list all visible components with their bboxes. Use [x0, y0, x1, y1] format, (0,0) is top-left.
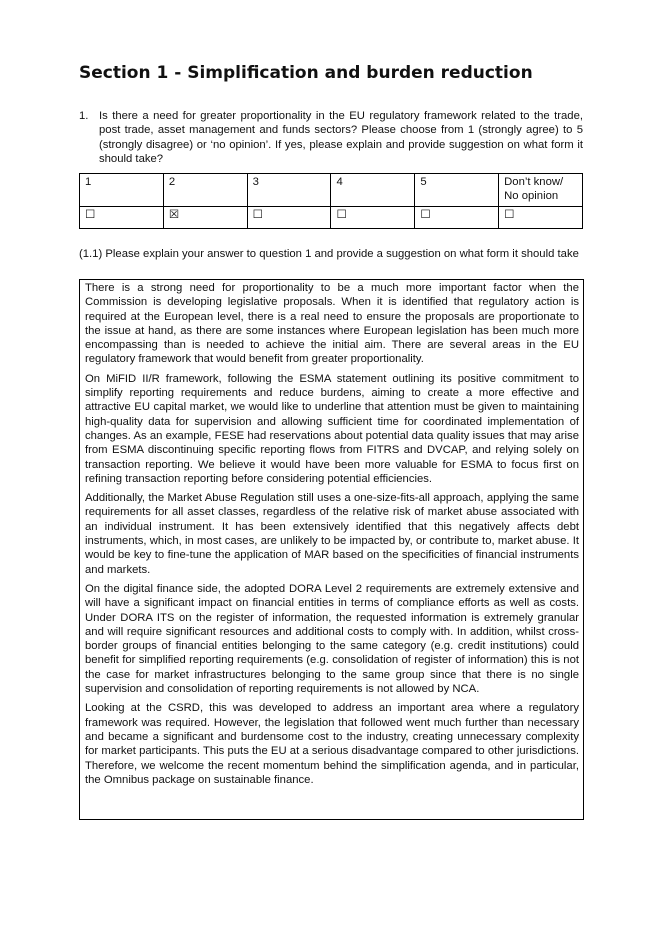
question-text: Is there a need for greater proportionality in the EU regulatory framework related to the trade, post trade, asset management and funds sectors? Please choose from 1 (strongly agree) to 5 (strongly disagree) or ‘no opinion’. If yes, please explain and provide suggestion on what form it should take? — [99, 110, 583, 166]
answer-paragraph: On the digital finance side, the adopted DORA Level 2 requirements are extremely extensive and will have a significant impact on financial entities in terms of compliance efforts as well as costs. Under DORA ITS on the register of information, the requested information is extremely granular and will require significant resources and additional costs to comply with. In addition, whilst cross-border groups of financial entities belonging to the same category (e.g. credit institutions) could benefit for simplified reporting requirements (e.g. consolidation of register of information) this is not the case for market infrastructures belonging to the same group since that there is no single supervision and consolidation of reporting requirements is not allowed by NCA. — [85, 582, 579, 696]
answer-paragraph: There is a strong need for proportionality to be a much more important factor when the Commission is developing legislative proposals. When it is identified that regulatory action is required at the European level, there is a real need to ensure the proposals are proportionate to the issue at hand, as there are some instances where European legislation has been much more encompassing than is needed to achieve the initial aim. There are several areas in the EU regulatory framework that would benefit from greater proportionality. — [85, 282, 579, 366]
checkbox-4[interactable]: ☐ — [336, 209, 347, 221]
question-1 — [79, 109, 583, 167]
checkbox-2-checked[interactable]: ☒ — [168, 209, 179, 221]
answer-paragraph: On MiFID II/R framework, following the ESMA statement outlining its positive commitment to simplify reporting requirements and reduce burdens, aiming to create a more effective and attractive EU capital market, we would like to underline that attention must be given to maintaining high-quality data for supervision and allowing sufficient time for coordinated implementation of changes. As an example, FESE had reservations about potential data quality issues that may arise from ESMA discontinuing specific reporting flows from FITRS and DVCAP, and relying solely on transaction reporting. We believe it would have been more valuable for ESMA to focus first on refining transaction reporting before considering potential efficiencies. — [85, 372, 579, 485]
question-number: 1. — [79, 110, 89, 122]
scale-label-no-opinion: Don’t know/ No opinion — [499, 174, 583, 207]
rating-scale-table — [79, 173, 583, 229]
section-title: Section 1 - Simplification and burden reduction — [79, 63, 533, 83]
scale-label-2: 2 — [163, 174, 247, 207]
checkbox-5[interactable]: ☐ — [420, 209, 431, 221]
answer-box — [79, 279, 584, 820]
scale-label-5: 5 — [415, 174, 499, 207]
checkbox-3[interactable]: ☐ — [252, 209, 263, 221]
checkbox-1[interactable]: ☐ — [85, 209, 96, 221]
scale-label-4: 4 — [331, 174, 415, 207]
answer-paragraph: Additionally, the Market Abuse Regulation still uses a one-size-fits-all approach, applying the same requirements for all asset classes, regardless of the relative risk of market abuse associated with an individual instrument. It has been extensively identified that this negatively affects debt instruments, which, in most cases, are unlikely to be impacted by, or contribute to, market abuse. It would be key to fine-tune the application of MAR based on the specificities of financial instruments and markets. — [85, 492, 579, 576]
answer-paragraph: Looking at the CSRD, this was developed to address an important area where a regulatory framework was required. However, the legislation that followed went much further than necessary and became a significant and burdensome cost to the industry, creating unnecessary complexity for market participants. This puts the EU at a serious disadvantage compared to other jurisdictions. Therefore, we welcome the recent momentum behind the simplification agenda, and in particular, the Omnibus package on sustainable finance. — [85, 702, 579, 786]
scale-label-3: 3 — [247, 174, 331, 207]
checkbox-no-opinion[interactable]: ☐ — [504, 209, 515, 221]
scale-label-1: 1 — [80, 174, 164, 207]
subquestion-1-1: (1.1) Please explain your answer to question 1 and provide a suggestion on what form it should take — [79, 248, 579, 260]
